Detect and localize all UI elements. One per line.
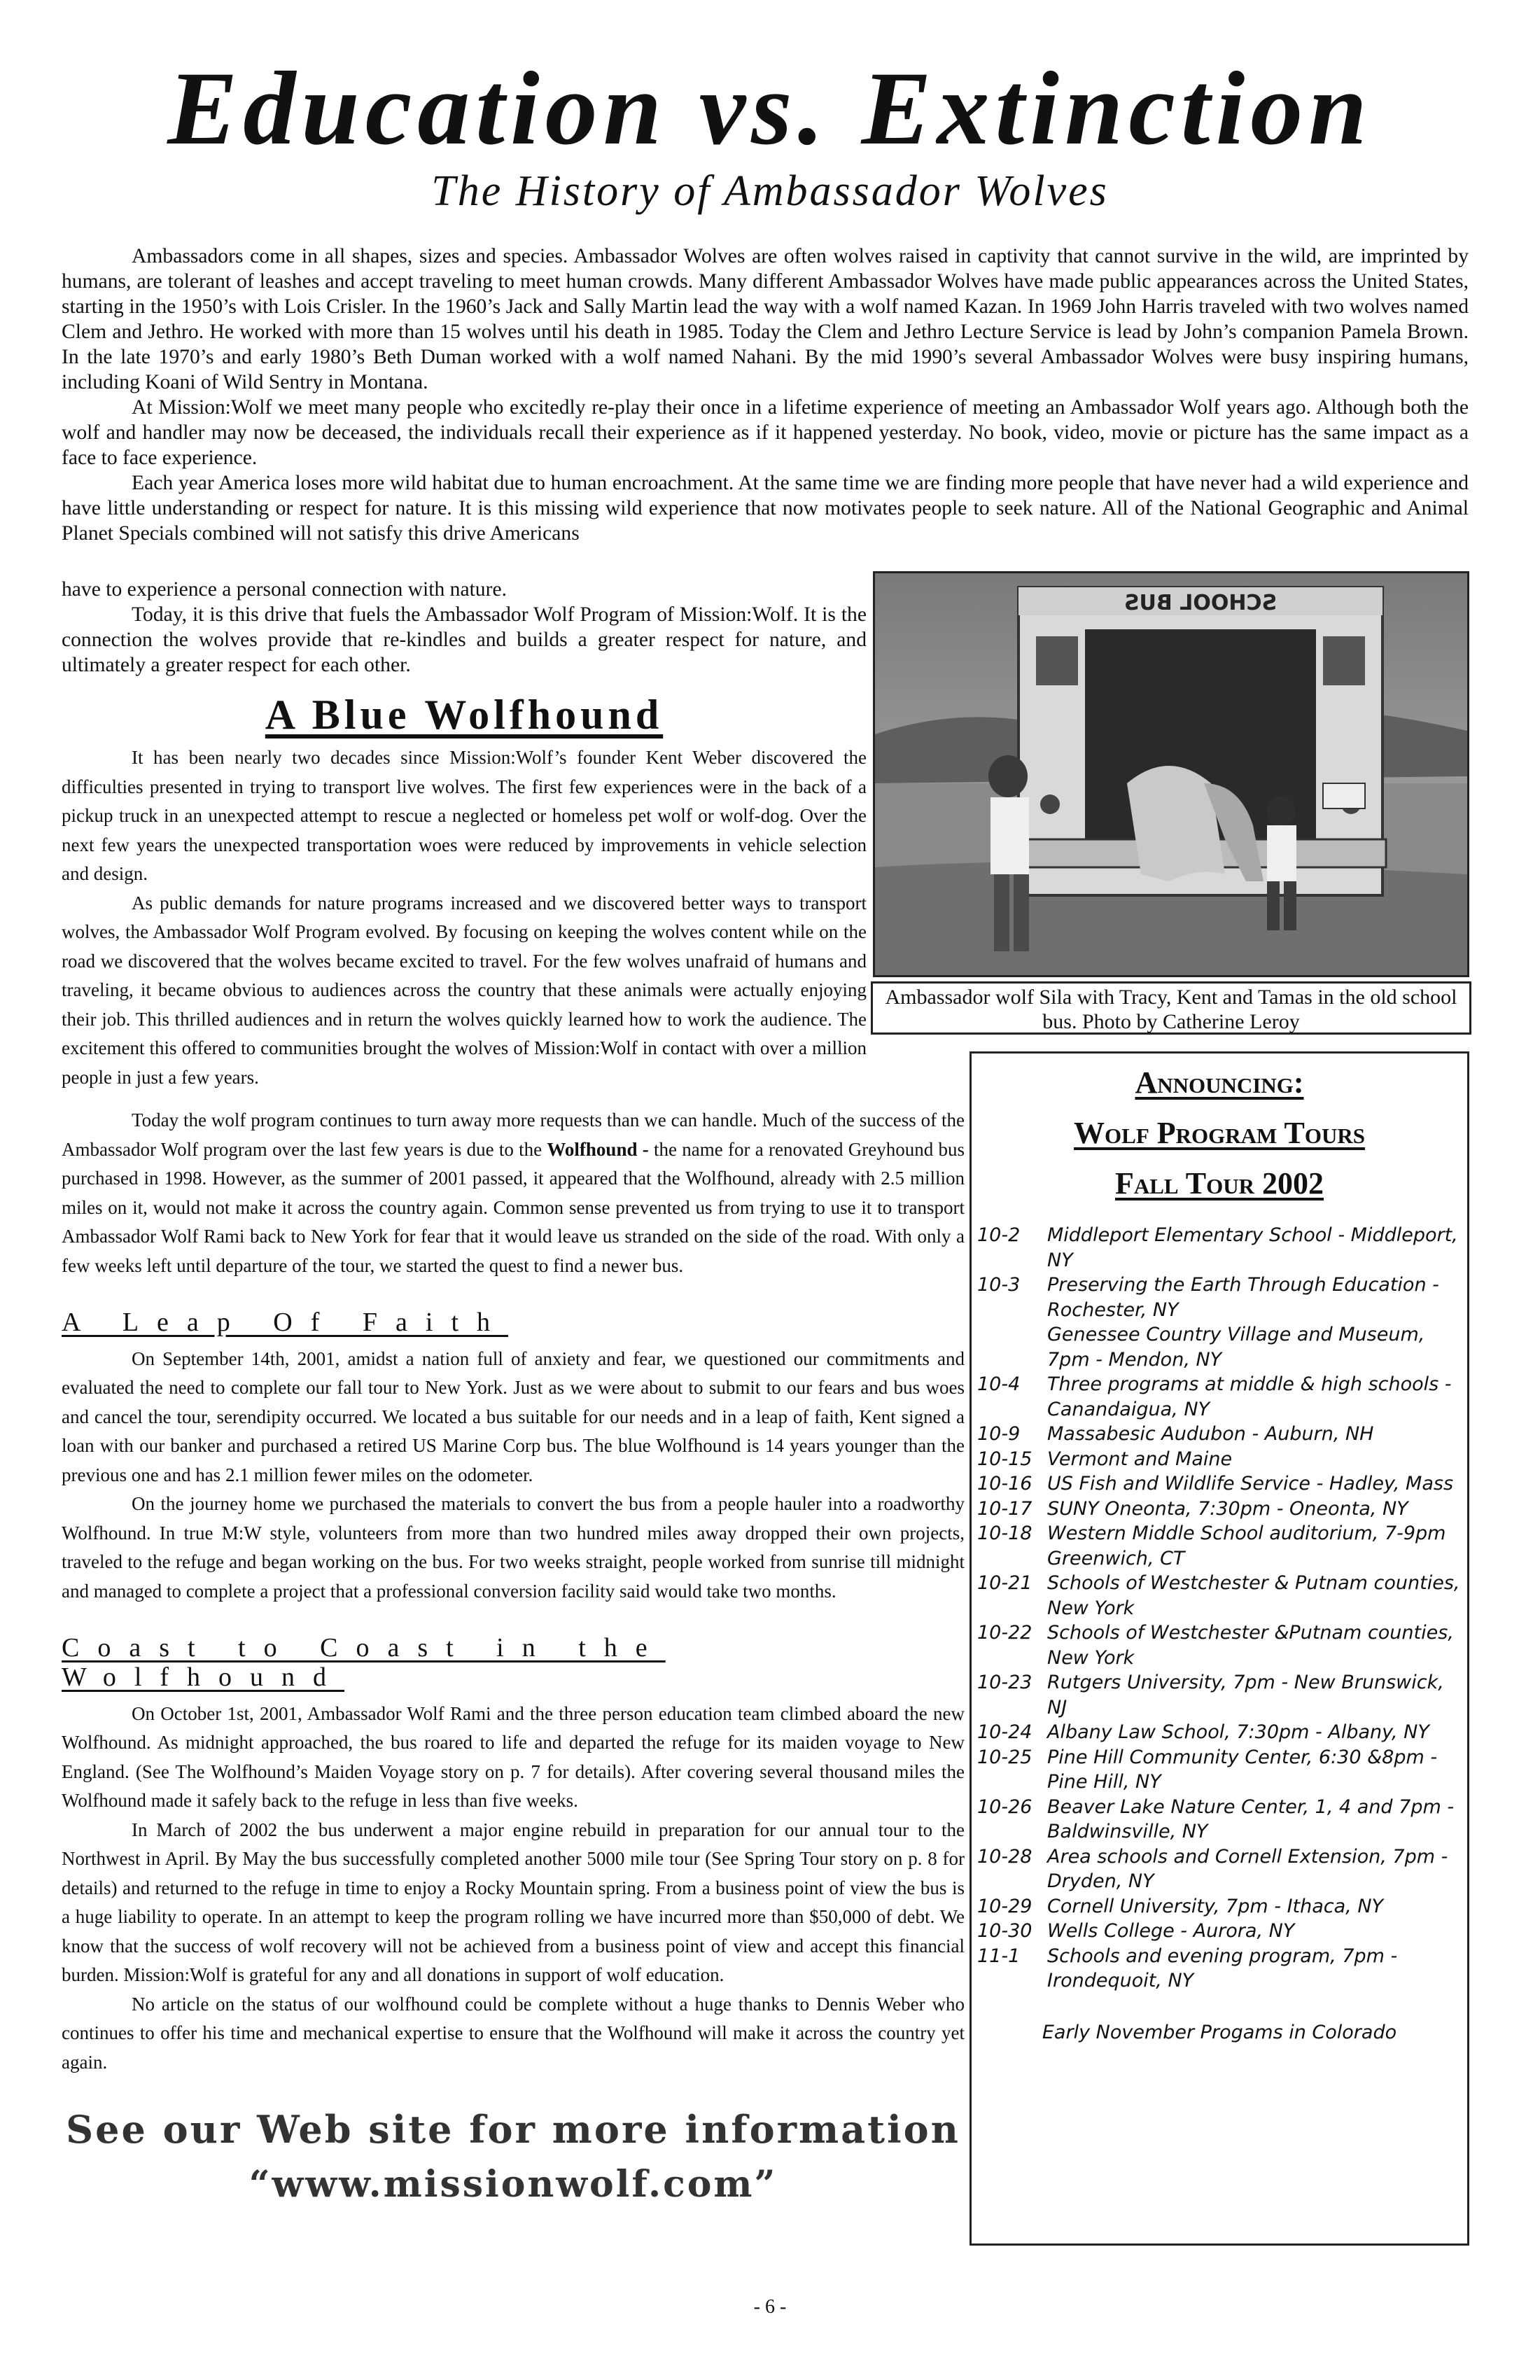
tour-description: Western Middle School auditorium, 7-9pm Greenwich, CT [1047, 1522, 1446, 1569]
tour-item [977, 1223, 1462, 1273]
tour-date: 10-16 [977, 1473, 1032, 1494]
intro-paragraph: At Mission:Wolf we meet many people who excitedly re-play their once in a lifetime experience of meeting an Ambassador Wolf years ago. Although both the wolf and handler may now be deceased, the individuals recall their experience as if it happened yesterday. No book, video, movie or picture has the same impact as a face to face experience. [62, 396, 1469, 469]
article-paragraph: On September 14th, 2001, amidst a nation full of anxiety and fear, we questioned our commitments and evaluated the need to complete our fall tour to New York. Just as we were about to submit to our fears and bus woes and cancel the tour, serendipity occurred. We located a bus suitable for our needs and in a leap of faith, Kent signed a loan with our banker and purchased a retired US Marine Corp bus. The blue Wolfhound is 14 years younger than the previous one and has 2.1 million fewer miles on the odometer. [62, 1348, 965, 1485]
tour-date: 10-2 [977, 1224, 1021, 1246]
tour-description: Cornell University, 7pm - Ithaca, NY [1047, 1895, 1384, 1917]
tour-description: SUNY Oneonta, 7:30pm - Oneonta, NY [1047, 1497, 1408, 1520]
article-paragraph: No article on the status of our wolfhound could be complete without a huge thanks to Dennis Weber who continues to offer his time and mechanical expertise to ensure that the Wolfhound will make it across the country yet again. [62, 1993, 965, 2073]
tour-item [977, 1273, 1462, 1322]
tour-item [977, 1720, 1462, 1745]
page-number: - 6 - [753, 2296, 787, 2318]
wolfhound-bold: Wolfhound - [547, 1138, 649, 1160]
article-paragraph: Today the wolf program continues to turn away more requests than we can handle. Much of the success of the Ambassador Wolf program over the last few years is due to the Wolfhound - the name for a renovated Greyhound bus purchased in 1998. However, as the summer of 2001 passed, it appeared that the Wolfhound, already with 2.5 million miles on it, would not make it across the country again. Common sense prevented us from trying to use it to transport Ambassador Wolf Rami back to New York for fear that it would leave us stranded on the side of the road. With only a few weeks left until departure of the tour, we started the quest to find a newer bus. [62, 1110, 965, 1276]
intro-paragraph: have to experience a personal connection with nature. [62, 578, 507, 601]
tour-note: Early November Progams in Colorado [1042, 2021, 1397, 2043]
intro-continued [62, 577, 867, 678]
section-blue-wolfhound [62, 687, 867, 1092]
tour-description: Genessee Country Village and Museum, 7pm - Mendon, NY [1047, 1324, 1425, 1371]
section-blue-wolfhound-continued [62, 1106, 965, 2077]
tour-date: 10-3 [977, 1274, 1021, 1296]
tour-description: Schools and evening program, 7pm - Irondequoit, NY [1047, 1945, 1398, 1991]
intro-paragraph: Today, it is this drive that fuels the Ambassador Wolf Program of Mission:Wolf. It is the connection the wolves provide that re-kindles and builds a greater respect for nature, and ultimately a greater respect for each other. [62, 603, 867, 676]
tour-date: 10-21 [977, 1572, 1032, 1594]
article-paragraph: It has been nearly two decades since Mission:Wolf’s founder Kent Weber discovered the difficulties presented in trying to transport live wolves. The first few experiences were in the back of a pickup truck in an unexpected attempt to rescue a neglected or homeless pet wolf or wolf-dog. Over the next few years the unexpected transportation woes were reduced by improvements in vehicle selection and design. [62, 747, 867, 884]
tour-description: Rutgers University, 7pm - New Brunswick, NJ [1047, 1672, 1444, 1718]
tour-item [977, 1919, 1462, 1944]
tour-description: Albany Law School, 7:30pm - Albany, NY [1047, 1721, 1429, 1743]
page-title: Education vs. Extinction [167, 50, 1373, 167]
website-line: See our Web site for more information [66, 2107, 960, 2152]
tour-item [977, 1422, 1462, 1447]
tour-date: 10-25 [977, 1746, 1032, 1768]
tour-date: 10-17 [977, 1497, 1032, 1520]
tour-description: US Fish and Wildlife Service - Hadley, Mass [1047, 1473, 1454, 1494]
section-heading: A Leap Of Faith [62, 1308, 509, 1337]
section-heading: Coast to Coast in the Wolfhound [62, 1633, 666, 1693]
tour-date: 10-23 [977, 1672, 1032, 1693]
tour-date: 10-30 [977, 1920, 1032, 1942]
intro-paragraph: Ambassadors come in all shapes, sizes and species. Ambassador Wolves are often wolves raised in captivity that cannot survive in the wild, are imprinted by humans, are tolerant of leashes and accept traveling to meet human crowds. Many different Ambassador Wolves have made public appearances across the United States, starting in the 1950’s with Lois Crisler. In the 1960’s Jack and Sally Martin lead the way with a wolf named Kazan. In 1969 John Harris traveled with two wolves named Clem and Jethro. He worked with more than 15 wolves until his death in 1985. Today the Clem and Jethro Lecture Service is lead by John’s companion Pamela Brown. In the late 1970’s and early 1980’s Beth Duman worked with a wolf named Nahani. By the mid 1990’s several Ambassador Wolves were busy inspiring humans, including Koani of Wild Sentry in Montana. [62, 245, 1469, 393]
tour-date: 10-26 [977, 1795, 1032, 1818]
tour-item [977, 1944, 1462, 1994]
fall-tour-heading: Fall Tour 2002 [1114, 1166, 1324, 1200]
article-paragraph: On the journey home we purchased the materials to convert the bus from a people hauler into a roadworthy Wolfhound. In true M:W style, volunteers from more than two hundred miles away dropped their own projects, traveled to the refuge and began working on the bus. For two weeks straight, people worked from sunrise till midnight and managed to complete a project that a professional conversion facility said would take two months. [62, 1493, 965, 1602]
announcing-heading: Announcing: [1135, 1065, 1304, 1100]
tour-description: Area schools and Cornell Extension, 7pm - Dryden, NY [1047, 1845, 1448, 1892]
tour-item [977, 1372, 1462, 1422]
bus-sign: SCHOOL BUS [1124, 591, 1278, 615]
article-paragraph: On October 1st, 2001, Ambassador Wolf Rami and the three person education team climbed aboard the new Wolfhound. As midnight approached, the bus roared to life and departed the refuge for its maiden voyage to New England. (See The Wolfhound’s Maiden Voyage story on p. 7 for details). After covering several thousand miles the Wolfhound made it safely back to the refuge in less than five weeks. [62, 1702, 965, 1812]
tour-date: 10-28 [977, 1845, 1032, 1868]
tour-description: Wells College - Aurora, NY [1047, 1920, 1295, 1942]
tour-item [977, 1795, 1462, 1844]
tour-date: 10-24 [977, 1721, 1032, 1743]
tour-description: Schools of Westchester &Putnam counties, New York [1047, 1622, 1454, 1669]
tour-description: Massabesic Audubon - Auburn, NH [1047, 1423, 1374, 1445]
bus-photo-illustration [875, 573, 1467, 975]
tour-description: Pine Hill Community Center, 6:30 &8pm - Pine Hill, NY [1047, 1746, 1438, 1793]
tour-announcement-box [969, 1051, 1469, 2246]
tour-item [977, 1322, 1462, 1372]
intro-section [62, 244, 1469, 546]
tour-item [977, 1620, 1462, 1670]
tour-description: Schools of Westchester & Putnam counties, New York [1047, 1572, 1460, 1619]
tour-item [977, 1745, 1462, 1795]
tour-description: Vermont and Maine [1047, 1448, 1233, 1470]
tour-item [977, 1521, 1462, 1571]
tour-description: Middleport Elementary School - Middleport, NY [1047, 1224, 1458, 1271]
tour-list [972, 1223, 1467, 1994]
tour-item [977, 1571, 1462, 1620]
tour-date: 10-29 [977, 1895, 1032, 1917]
tour-description: Beaver Lake Nature Center, 1, 4 and 7pm - Baldwinsville, NY [1047, 1795, 1455, 1842]
article-paragraph: In March of 2002 the bus underwent a major engine rebuild in preparation for our annual tour to the Northwest in April. By May the bus successfully completed another 5000 mile tour (See Spring Tour story on p. 8 for details) and returned to the refuge in time to enjoy a Rocky Mountain spring. From a business point of view the bus is a huge liability to operate. In an attempt to keep the program rolling we have incurred more than $50,000 of debt. We know that the success of wolf recovery will not be achieved from a business point of view and accept this financial burden. Mission:Wolf is grateful for any and all donations in support of wolf education. [62, 1819, 965, 1986]
website-url[interactable]: “www.missionwolf.com” [248, 2163, 778, 2206]
tour-description: Three programs at middle & high schools - Canandaigua, NY [1047, 1373, 1452, 1420]
tour-item [977, 1471, 1462, 1497]
tour-date: 10-9 [977, 1423, 1021, 1445]
tour-date: 11-1 [977, 1945, 1021, 1967]
photo-caption: Ambassador wolf Sila with Tracy, Kent and Tamas in the old school bus. Photo by Catherine Leroy [871, 981, 1471, 1035]
tour-item [977, 1447, 1462, 1472]
tour-description: Preserving the Earth Through Education - Rochester, NY [1047, 1274, 1439, 1321]
tour-date: 10-15 [977, 1448, 1032, 1470]
intro-paragraph: Each year America loses more wild habitat due to human encroachment. At the same time we are finding more people that have never had a wild experience and have little understanding or respect for nature. It is this missing wild experience that now motivates people to seek nature. All of the National Geographic and Animal Planet Specials combined will not satisfy this drive Americans [62, 472, 1469, 545]
tour-item [977, 1670, 1462, 1720]
tour-date: 10-4 [977, 1373, 1021, 1395]
tour-date: 10-22 [977, 1622, 1032, 1644]
tour-item [977, 1894, 1462, 1919]
bus-photo [873, 571, 1469, 977]
tour-date [977, 1322, 1047, 1372]
section-heading: A Blue Wolfhound [265, 692, 664, 738]
tour-date: 10-18 [977, 1522, 1032, 1544]
tour-item [977, 1844, 1462, 1894]
page-subtitle: The History of Ambassador Wolves [431, 167, 1109, 215]
tour-item [977, 1497, 1462, 1522]
tours-heading: Wolf Program Tours [1074, 1116, 1365, 1150]
article-paragraph: As public demands for nature programs increased and we discovered better ways to transport wolves, the Ambassador Wolf Program evolved. By focusing on keeping the wolves content while on the road we discovered that the wolves became excited to travel. For the few wolves unafraid of humans and traveling, it became obvious to audiences across the country that these animals were actually enjoying their job. This thrilled audiences and in return the wolves quickly learned how to work the audience. The excitement this offered to communities brought the wolves of Mission:Wolf in contact with over a million people in just a few years. [62, 892, 867, 1088]
